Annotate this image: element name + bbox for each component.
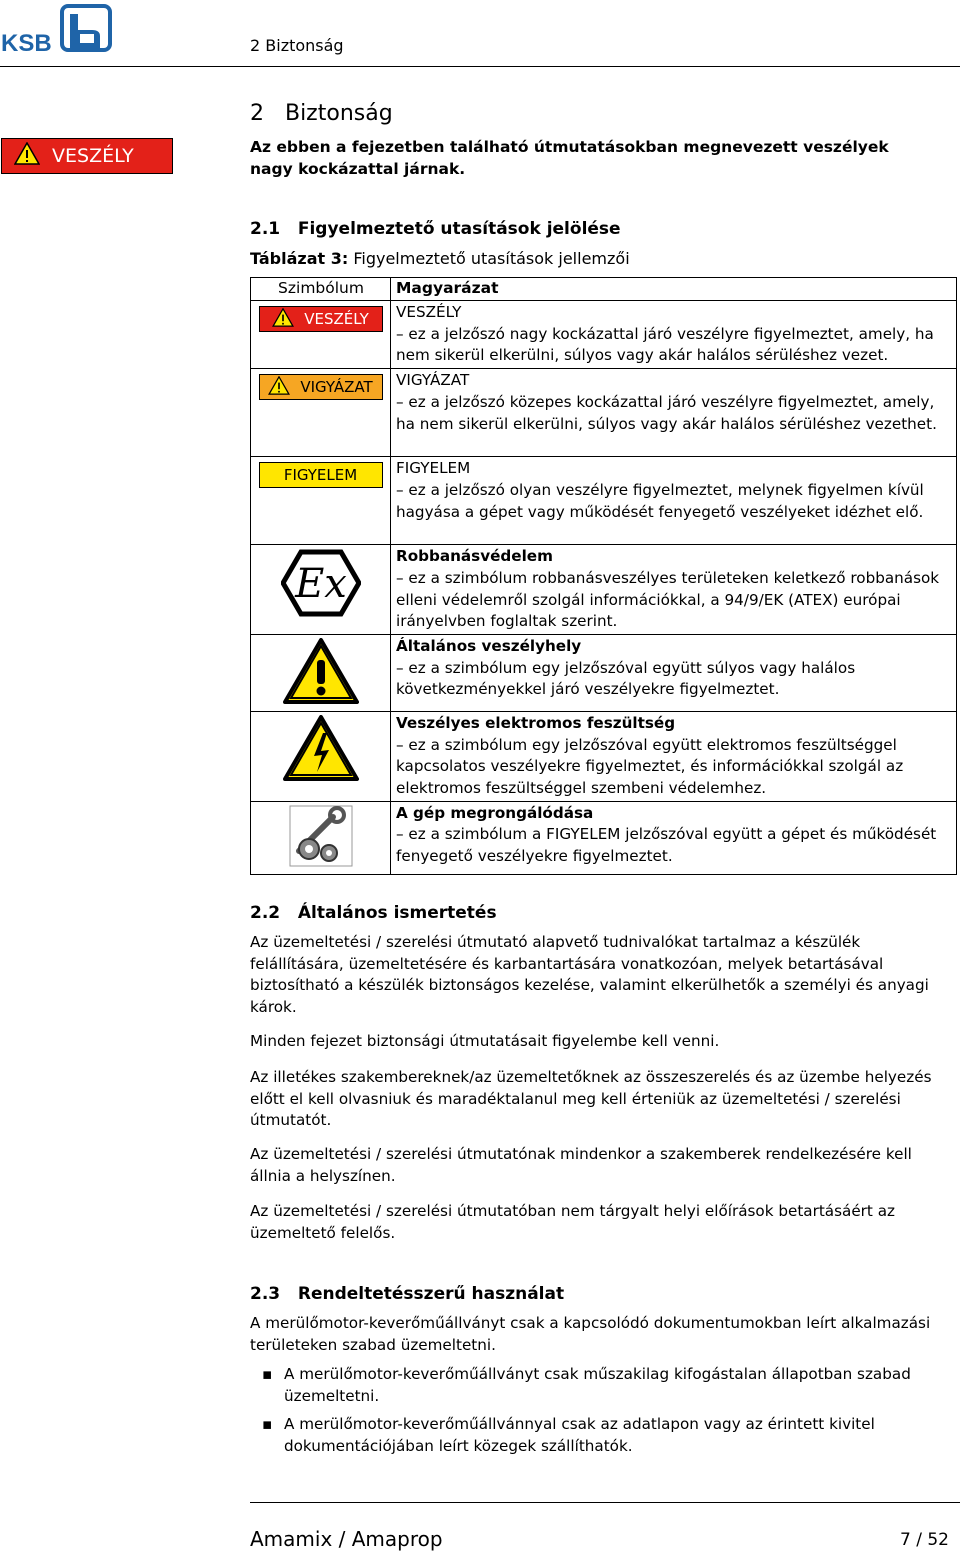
header-symbol: Szimbólum [251, 278, 391, 301]
row-title: FIGYELEM [396, 459, 471, 478]
list-item [262, 1414, 942, 1457]
footer-divider [250, 1502, 960, 1503]
row-title: VESZÉLY [396, 303, 462, 321]
warning-triangle-icon [272, 308, 294, 331]
table-row [251, 634, 957, 711]
paragraph: Az illetékes szakembereknek/az üzemeltetőknek az összeszerelés és az üzembe helyezés előtt el kell olvasniuk és maradéktalanul meg kell érteniük az üzemeltetési / szerelési útmutatót. [250, 1068, 932, 1129]
row-text: – ez a jelzőszó közepes kockázattal járó veszélyre figyelmeztet, amely, ha nem sikerül elkerülni, súlyos vagy akár halálos sérüléshez vezethet. [396, 392, 937, 433]
electric-voltage-icon [283, 767, 359, 785]
subsection-title-2-1: 2.1 Figyelmeztető utasítások jelölése [250, 219, 621, 239]
warning-triangle-icon [268, 376, 290, 399]
subsection-title-2-2: 2.2 Általános ismertetés [250, 903, 497, 923]
bullet-glyph: ▪ [262, 1365, 273, 1383]
warning-symbols-table [250, 277, 957, 875]
row-title: Veszélyes elektromos feszültség [396, 713, 676, 732]
row-title: Általános veszélyhely [396, 636, 582, 655]
page-number: 7 / 52 [900, 1530, 949, 1550]
table-row [251, 801, 957, 874]
section-intro: Az ebben a fejezetben található útmutatásokban megnevezett veszélyek nagy kockázattal járnak. [250, 138, 889, 178]
svg-text:Ex: Ex [294, 561, 347, 608]
paragraph: Az üzemeltetési / szerelési útmutatónak mindenkor a szakemberek rendelkezésére kell állnia a helyszínen. [250, 1145, 912, 1185]
running-header-title: 2 Biztonság [250, 36, 344, 55]
row-text: – ez a jelzőszó olyan veszélyre figyelmeztet, melynek figyelmen kívül hagyása a gépet vagy működését fenyegető veszélyeket idézhet elő. [396, 480, 924, 521]
row-text: – ez a szimbólum a FIGYELEM jelzőszóval együtt a gépet és működését fenyegető veszélyekre figyelmeztet. [396, 825, 937, 866]
paragraph: Minden fejezet biztonsági útmutatásait figyelembe kell venni. [250, 1032, 720, 1050]
header-explanation: Magyarázat [391, 278, 957, 301]
footer-product: Amamix / Amaprop [250, 1527, 443, 1551]
header-divider [0, 66, 960, 67]
ksb-logo-text: KSB [1, 30, 52, 54]
paragraph: Az üzemeltetési / szerelési útmutató alapvető tudnivalókat tartalmaz a készülék felállítására, üzemeltetésére és karbantartására vonatkozóan, melyek betartásával biztosítható a készülék biztonságos kezelése, valamint elkerülhetők a személyi és anyagi károk. [250, 933, 929, 1016]
list-item-text: A merülőmotor-keverőműállványt csak műszakilag kifogástalan állapotban szabad üzemeltetni. [284, 1365, 911, 1405]
row-text: – ez a szimbólum robbanásveszélyes területeken keletkező robbanások elleni védelemről szolgál információkkal, a 94/9/EK (ATEX) európai irányelvben foglaltak szerint. [396, 568, 940, 631]
symbol-label: VESZÉLY [304, 310, 369, 328]
table-caption [250, 249, 630, 268]
explosion-protection-icon [281, 561, 361, 622]
table-header-row [251, 278, 957, 301]
list-item [262, 1364, 942, 1407]
paragraph: Az üzemeltetési / szerelési útmutatóban nem tárgyalt helyi előírások betartásáért az üzemeltető felelős. [250, 1202, 895, 1242]
notice-signal-badge [259, 462, 383, 488]
ksb-logo [0, 4, 115, 54]
table-row [251, 369, 957, 457]
section-title: 2 Biztonság [250, 101, 393, 126]
table-row [251, 301, 957, 369]
subsection-title-2-3: 2.3 Rendeltetésszerű használat [250, 1284, 565, 1304]
row-text: – ez a jelzőszó nagy kockázattal járó veszélyre figyelmeztet, amely, ha nem sikerül elkerülni, súlyos vagy akár halálos sérüléshez vezet. [396, 324, 934, 365]
row-text: – ez a szimbólum egy jelzőszóval együtt súlyos vagy halálos következményekkel járó veszélyekre figyelmeztet. [396, 658, 856, 699]
row-title: VIGYÁZAT [396, 371, 470, 390]
table-row [251, 457, 957, 545]
danger-signal-box [1, 138, 173, 174]
row-title: Robbanásvédelem [396, 547, 553, 566]
row-title: A gép megrongálódása [396, 803, 594, 822]
caution-signal-badge [259, 374, 383, 400]
symbol-label: VIGYÁZAT [300, 378, 373, 397]
table-row [251, 545, 957, 635]
table-caption-text: Figyelmeztető utasítások jellemzői [353, 249, 630, 268]
row-text: – ez a szimbólum egy jelzőszóval együtt elektromos feszültséggel kapcsolatos veszélyekre figyelmeztet, és információkkal szolgál az elektromos feszültséggel szembeni védelemhez. [396, 735, 904, 798]
bullet-glyph: ▪ [262, 1415, 273, 1433]
danger-signal-badge [259, 306, 383, 332]
danger-signal-label: VESZÉLY [52, 145, 134, 167]
symbol-label: FIGYELEM [283, 466, 358, 485]
general-hazard-icon [283, 690, 359, 708]
warning-triangle-icon [14, 142, 40, 170]
table-row [251, 711, 957, 801]
machine-damage-icon [289, 853, 353, 871]
table-caption-prefix: Táblázat 3: [250, 249, 349, 268]
paragraph: A merülőmotor-keverőműállványt csak a kapcsolódó dokumentumokban leírt alkalmazási területeken szabad üzemeltetni. [250, 1314, 931, 1354]
list-item-text: A merülőmotor-keverőműállvánnyal csak az adatlapon vagy az érintett kivitel dokumentációjában leírt közegek szállíthatók. [284, 1415, 875, 1455]
